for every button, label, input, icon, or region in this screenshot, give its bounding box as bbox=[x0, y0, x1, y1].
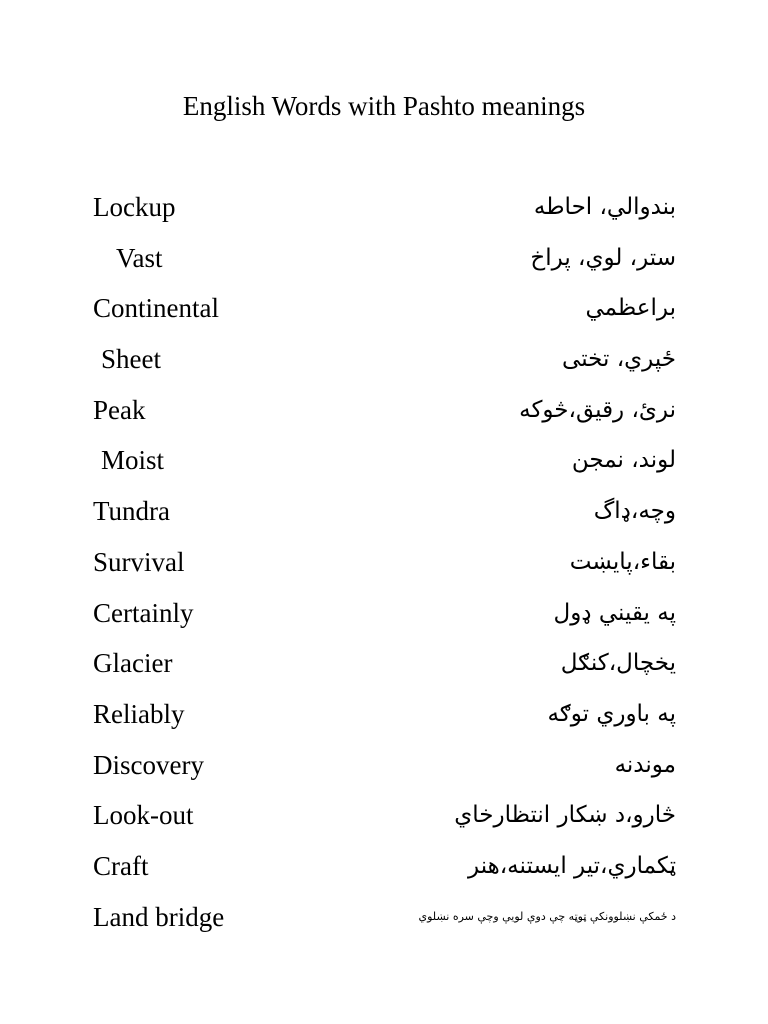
pashto-meaning: څارو،د ښکار انتظارخاي bbox=[454, 802, 676, 829]
pashto-meaning: لوند، نمجن bbox=[571, 447, 676, 474]
pashto-meaning: وچه،ډاگ bbox=[593, 498, 676, 525]
word-row bbox=[0, 338, 768, 389]
pashto-meaning: ځپري، تختی bbox=[562, 346, 676, 373]
word-row bbox=[0, 693, 768, 744]
pashto-meaning: موندنه bbox=[614, 751, 676, 778]
english-word: Moist bbox=[101, 445, 165, 476]
word-row bbox=[0, 490, 768, 541]
word-row bbox=[0, 287, 768, 338]
english-word: Craft bbox=[93, 850, 149, 881]
pashto-meaning: نرئ، رقيق،څوکه bbox=[519, 396, 676, 423]
english-word: Vast bbox=[116, 242, 163, 273]
word-row bbox=[0, 794, 768, 845]
page-title: English Words with Pashto meanings bbox=[182, 91, 586, 121]
english-word: Land bridge bbox=[93, 901, 225, 932]
word-row bbox=[0, 439, 768, 490]
pashto-meaning: يخچال،کنګل bbox=[560, 650, 676, 677]
english-word: Discovery bbox=[93, 749, 204, 780]
english-word: Peak bbox=[93, 394, 146, 425]
pashto-meaning: ستر، لوي، پراخ bbox=[530, 244, 676, 271]
word-row bbox=[0, 237, 768, 288]
english-word: Glacier bbox=[93, 648, 173, 679]
english-word: Lockup bbox=[93, 192, 176, 222]
word-row bbox=[0, 541, 768, 592]
pashto-meaning: په باوري توګه bbox=[547, 700, 676, 727]
english-word: Tundra bbox=[93, 496, 171, 527]
pashto-meaning: د ځمکې نښلوونکې ټوټه چې دوې لويې وچې سره نښلوي bbox=[418, 909, 676, 923]
english-word: Look-out bbox=[93, 800, 194, 831]
english-word: Continental bbox=[93, 293, 219, 324]
pashto-meaning: په يقيني ډول bbox=[553, 599, 676, 626]
pashto-meaning: براعظمي bbox=[585, 295, 676, 322]
word-row bbox=[0, 186, 768, 237]
word-row bbox=[0, 642, 768, 693]
pashto-meaning: بقاء،پايښت bbox=[569, 548, 676, 575]
pashto-meaning: بندوالي، احاطه bbox=[533, 194, 676, 220]
word-row bbox=[0, 389, 768, 440]
english-word: Certainly bbox=[93, 597, 194, 628]
word-row bbox=[0, 744, 768, 795]
pashto-meaning: ټکماري،تير ايستنه،هنر bbox=[468, 852, 676, 879]
english-word: Sheet bbox=[101, 344, 161, 375]
word-row bbox=[0, 592, 768, 643]
english-word: Survival bbox=[93, 546, 185, 577]
word-row bbox=[0, 896, 768, 947]
english-word: Reliably bbox=[93, 698, 185, 729]
word-list bbox=[0, 186, 768, 946]
word-row bbox=[0, 845, 768, 896]
